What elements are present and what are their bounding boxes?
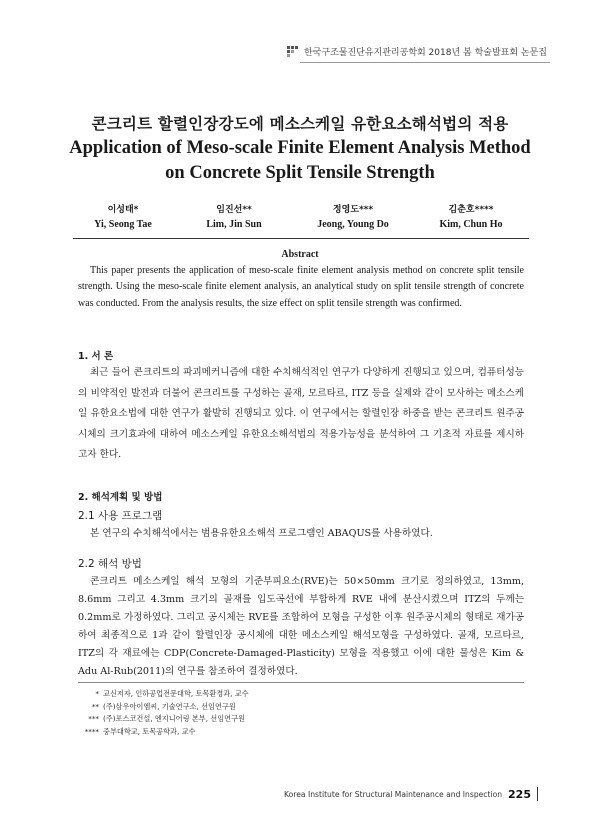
footnote <box>82 688 522 701</box>
author-2 <box>174 204 294 233</box>
author-4 <box>411 204 531 233</box>
footnote-mark: ** <box>91 701 99 711</box>
author-divider <box>73 238 529 239</box>
title-korean: 콘크리트 할렬인장강도에 메소스케일 유한요소해석법의 적용 <box>91 115 509 133</box>
footer-journal-name: Korea Institute for Structural Maintenance and Inspection <box>284 789 503 799</box>
author-name-english: Kim, Chun Ho <box>439 219 503 230</box>
dots-logo-icon <box>287 46 299 57</box>
section-heading-analysis-plan: 2. 해석계획 및 방법 <box>78 492 163 503</box>
author-name-korean: 임진선** <box>216 205 252 215</box>
author-name-korean: 이성태* <box>107 205 139 215</box>
footnote <box>82 701 522 714</box>
footnote-text: (주)삼우아이엠씨, 기술연구소, 선임연구원 <box>103 701 236 711</box>
author-1 <box>63 204 183 233</box>
introduction-text: 최근 들어 콘크리트의 파괴메커니즘에 대한 수치해석적인 연구가 다양하게 진행되고 있으며, 컴퓨터성능의 비약적인 발전과 더불어 콘크리트를 구성하는 골재, 모르타르, ITZ 등을 실제와 같이 모사하는 메소스케일 유한요소법에 대한 연구가 활발히 진행되고 있다. 이 연구에서는 할렬인장 하중을 받는 콘크리트 원주공시체의 크기효과에 대하여 메소스케일 유한요소해석법의 적용가능성을 분석하여 그 기초적 자료를 제시하고자 한다. <box>78 367 524 461</box>
journal-header <box>287 45 547 58</box>
journal-name: 한국구조물진단유지관리공학회 2018년 봄 학술발표회 논문집 <box>303 48 547 58</box>
title-english-line: Application of Meso-scale Finite Element Analysis Method <box>69 138 531 158</box>
subsection-heading-program: 2.1 사용 프로그램 <box>78 510 163 522</box>
author-name-korean: 정영도*** <box>332 205 374 215</box>
title-english-line: on Concrete Split Tensile Strength <box>165 163 435 183</box>
subsection-heading-method: 2.2 해석 방법 <box>78 558 142 570</box>
method-text: 콘크리트 메소스케일 해석 모형의 기준부피요소(RVE)는 50×50mm 크기로 정의하였고, 13mm, 8.6mm 그리고 4.3mm 크기의 골재를 입도곡선에 부합하게 RVE 내에 분산시켰으며 ITZ의 두께는 0.2mm로 가정하였다. 그리고 공시체는 RVE를 조합하여 모형을 구성한 이후 원주공시체의 형태로 재가공하여 최종적으로 1과 같이 할렬인장 공시체에 대한 메소스케일 해석모형을 구성하였다. 골재, 모르타르, ITZ의 각 재료에는 CDP(Concrete-Damaged-Plasticity) 모형을 적용했고 이에 대한 물성은 Kim & Adu Al-Rub(2011)의 연구를 참조하여 결정하였다. <box>78 576 524 678</box>
footnotes <box>82 688 522 738</box>
author-3 <box>293 204 413 233</box>
footnote <box>82 726 522 739</box>
abstract-text: This paper presents the application of meso-scale finite element analysis method on concrete split tensile strength. Using the meso-scale finite element analysis, an analytical study on split tensile strength of concrete was conducted. From the analysis results, the size effect on split tensile strength was confirmed. <box>78 265 524 309</box>
footnote-text: 중부대학교, 토목공학과, 교수 <box>103 726 196 736</box>
author-name-english: Yi, Seong Tae <box>94 219 152 230</box>
footnote-mark: *** <box>88 714 99 724</box>
footnote-text: 교신저자, 인하공업전문대학, 토목환경과, 교수 <box>103 689 249 698</box>
page-footer <box>284 787 538 801</box>
page-number: 225 <box>508 787 531 801</box>
title-english <box>50 136 550 186</box>
footer-divider <box>537 787 538 801</box>
author-name-english: Lim, Jin Sun <box>206 219 262 230</box>
footnote <box>82 713 522 726</box>
footnote-divider <box>78 682 524 683</box>
author-name-english: Jeong, Young Do <box>317 219 389 230</box>
section-heading-introduction: 1. 서 론 <box>78 351 114 362</box>
program-text: 본 연구의 수치해석에서는 범용유한요소해석 프로그램인 ABAQUS를 사용하였다. <box>90 528 433 539</box>
footnote-mark: **** <box>84 726 99 736</box>
author-name-korean: 김춘호**** <box>448 205 494 215</box>
footnote-mark: * <box>95 689 99 698</box>
header-divider <box>300 62 550 63</box>
footnote-text: (주)포스코건설, 엔지니어링 본부, 선임연구원 <box>103 714 246 724</box>
abstract-heading: Abstract <box>281 249 319 260</box>
